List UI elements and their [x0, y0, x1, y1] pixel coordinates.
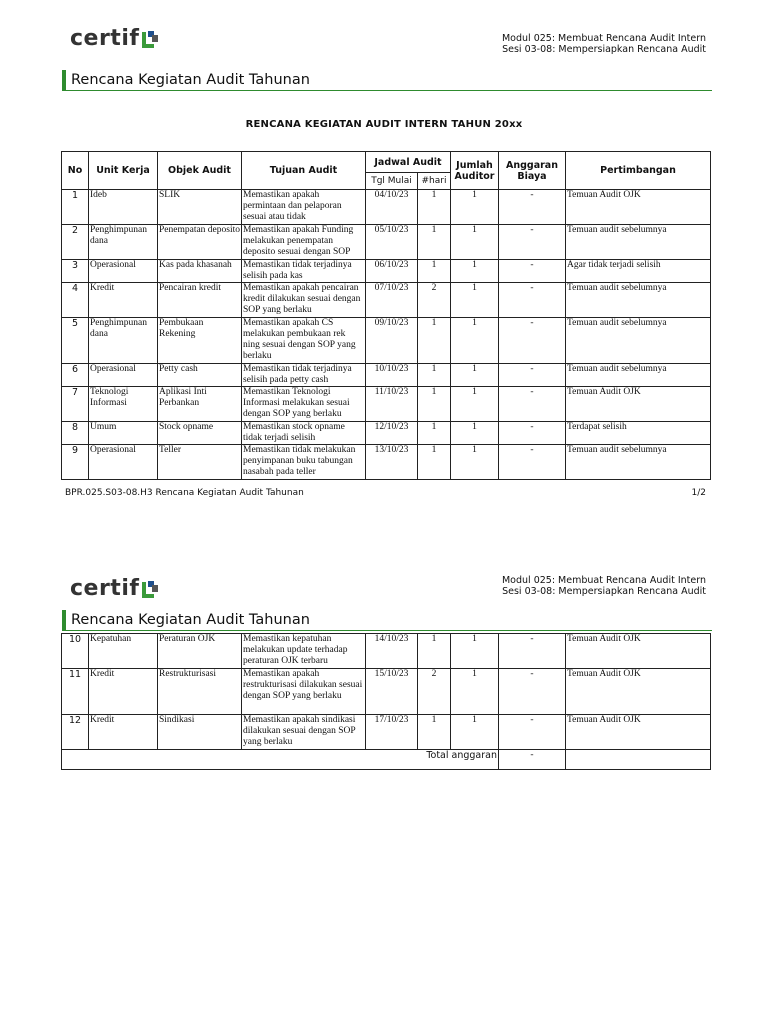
total-value: - [499, 749, 566, 769]
cell-unit: Kredit [89, 668, 158, 714]
cell-anggaran: - [499, 283, 566, 318]
cell-unit: Penghimpunan dana [89, 317, 158, 363]
cell-tgl: 10/10/23 [366, 363, 418, 386]
session-line: Sesi 03-08: Mempersiapkan Rencana Audit [502, 586, 706, 597]
col-header-pertimbangan: Pertimbangan [566, 152, 711, 190]
cell-objek: Pembukaan Rekening [158, 317, 242, 363]
cell-anggaran: - [499, 317, 566, 363]
session-line: Sesi 03-08: Mempersiapkan Rencana Audit [502, 44, 706, 55]
section-title: Rencana Kegiatan Audit Tahunan [71, 612, 310, 628]
cell-auditor: 1 [451, 387, 499, 422]
cell-unit: Kepatuhan [89, 634, 158, 669]
cell-hari: 1 [418, 445, 451, 480]
cell-anggaran: - [499, 634, 566, 669]
cell-no: 2 [62, 224, 89, 259]
cell-hari: 1 [418, 259, 451, 282]
cell-no: 7 [62, 387, 89, 422]
table-row [62, 445, 711, 480]
cell-pertimbangan: Agar tidak terjadi selisih [566, 259, 711, 282]
cell-auditor: 1 [451, 634, 499, 669]
cell-tujuan: Memastikan apakah restrukturisasi dilakukan sesuai dengan SOP yang berlaku [242, 668, 366, 714]
audit-plan-table-continued [61, 633, 711, 770]
cell-tgl: 11/10/23 [366, 387, 418, 422]
cell-tgl: 17/10/23 [366, 714, 418, 749]
cell-tujuan: Memastikan apakah CS melakukan pembukaan rek ning sesuai dengan SOP yang berlaku [242, 317, 366, 363]
col-header-hari: #hari [418, 173, 451, 190]
cell-no: 11 [62, 668, 89, 714]
cell-tgl: 06/10/23 [366, 259, 418, 282]
table-row [62, 224, 711, 259]
cell-auditor: 1 [451, 190, 499, 225]
document-heading: RENCANA KEGIATAN AUDIT INTERN TAHUN 20xx [245, 119, 523, 130]
col-header-auditor: Jumlah Auditor [451, 152, 499, 190]
cell-auditor: 1 [451, 317, 499, 363]
cell-hari: 1 [418, 634, 451, 669]
cell-objek: Restrukturisasi [158, 668, 242, 714]
cell-objek: Stock opname [158, 421, 242, 444]
logo-text: certif [70, 576, 140, 601]
col-header-tgl: Tgl Mulai [366, 173, 418, 190]
cell-pertimbangan: Temuan Audit OJK [566, 190, 711, 225]
table-row [62, 668, 711, 714]
cell-no: 9 [62, 445, 89, 480]
cell-objek: Peraturan OJK [158, 634, 242, 669]
cell-no: 12 [62, 714, 89, 749]
cell-tgl: 12/10/23 [366, 421, 418, 444]
cell-auditor: 1 [451, 421, 499, 444]
cell-objek: Kas pada khasanah [158, 259, 242, 282]
cell-tujuan: Memastikan apakah Funding melakukan penempatan deposito sesuai dengan SOP [242, 224, 366, 259]
cell-objek: Aplikasi Inti Perbankan [158, 387, 242, 422]
cell-tujuan: Memastikan apakah pencairan kredit dilakukan sesuai dengan SOP yang berlaku [242, 283, 366, 318]
cell-hari: 1 [418, 190, 451, 225]
col-header-tujuan: Tujuan Audit [242, 152, 366, 190]
cell-anggaran: - [499, 714, 566, 749]
cell-hari: 1 [418, 387, 451, 422]
col-header-unit: Unit Kerja [89, 152, 158, 190]
cell-no: 1 [62, 190, 89, 225]
cell-tujuan: Memastikan tidak melakukan penyimpanan buku tabungan nasabah pada teller [242, 445, 366, 480]
cell-pertimbangan: Temuan Audit OJK [566, 387, 711, 422]
cell-unit: Penghimpunan dana [89, 224, 158, 259]
module-header [502, 33, 706, 55]
section-title-bar [62, 610, 712, 631]
cell-auditor: 1 [451, 224, 499, 259]
cell-objek: Pencairan kredit [158, 283, 242, 318]
cell-pertimbangan: Temuan Audit OJK [566, 634, 711, 669]
table-row [62, 190, 711, 225]
table-row [62, 634, 711, 669]
cell-hari: 1 [418, 224, 451, 259]
audit-plan-table [61, 151, 711, 480]
col-header-no: No [62, 152, 89, 190]
cell-unit: Teknologi Informasi [89, 387, 158, 422]
cell-no: 6 [62, 363, 89, 386]
module-header [502, 575, 706, 597]
cell-objek: Penempatan deposito [158, 224, 242, 259]
cell-tujuan: Memastikan tidak terjadinya selisih pada kas [242, 259, 366, 282]
cell-tujuan: Memastikan kepatuhan melakukan update terhadap peraturan OJK terbaru [242, 634, 366, 669]
cell-pertimbangan: Temuan audit sebelumnya [566, 445, 711, 480]
cell-hari: 2 [418, 283, 451, 318]
total-empty-cell [566, 749, 711, 769]
cell-auditor: 1 [451, 714, 499, 749]
cell-tgl: 13/10/23 [366, 445, 418, 480]
cell-no: 8 [62, 421, 89, 444]
cell-auditor: 1 [451, 445, 499, 480]
module-line: Modul 025: Membuat Rencana Audit Intern [501, 33, 706, 44]
cell-pertimbangan: Temuan audit sebelumnya [566, 283, 711, 318]
cell-unit: Ideb [89, 190, 158, 225]
cell-no: 4 [62, 283, 89, 318]
section-title-bar [62, 70, 712, 91]
cell-objek: Sindikasi [158, 714, 242, 749]
cell-tgl: 09/10/23 [366, 317, 418, 363]
cell-tgl: 15/10/23 [366, 668, 418, 714]
table-row [62, 421, 711, 444]
cell-no: 5 [62, 317, 89, 363]
cell-anggaran: - [499, 445, 566, 480]
certif-logo [70, 26, 159, 51]
table-row [62, 714, 711, 749]
cell-tgl: 04/10/23 [366, 190, 418, 225]
cell-unit: Kredit [89, 283, 158, 318]
cell-tujuan: Memastikan stock opname tidak terjadi selisih [242, 421, 366, 444]
cell-hari: 1 [418, 421, 451, 444]
cell-anggaran: - [499, 224, 566, 259]
cell-tujuan: Memastikan apakah sindikasi dilakukan sesuai dengan SOP yang berlaku [242, 714, 366, 749]
cell-hari: 1 [418, 363, 451, 386]
cell-tujuan: Memastikan tidak terjadinya selisih pada petty cash [242, 363, 366, 386]
cell-tujuan: Memastikan Teknologi Informasi melakukan sesuai dengan SOP yang berlaku [242, 387, 366, 422]
cell-no: 3 [62, 259, 89, 282]
cell-anggaran: - [499, 259, 566, 282]
table-row [62, 363, 711, 386]
footer-page-number: 1/2 [691, 488, 706, 498]
cell-objek: Petty cash [158, 363, 242, 386]
cell-pertimbangan: Terdapat selisih [566, 421, 711, 444]
footer-doc-code: BPR.025.S03-08.H3 Rencana Kegiatan Audit Tahunan [65, 488, 304, 498]
cell-unit: Operasional [89, 445, 158, 480]
table-row [62, 387, 711, 422]
cell-hari: 1 [418, 714, 451, 749]
cell-unit: Operasional [89, 259, 158, 282]
cell-unit: Umum [89, 421, 158, 444]
table-row [62, 317, 711, 363]
cell-unit: Operasional [89, 363, 158, 386]
logo-mark-icon [142, 579, 159, 598]
cell-anggaran: - [499, 668, 566, 714]
cell-tgl: 05/10/23 [366, 224, 418, 259]
cell-anggaran: - [499, 363, 566, 386]
cell-pertimbangan: Temuan audit sebelumnya [566, 224, 711, 259]
logo-text: certif [70, 26, 140, 51]
logo-mark-icon [142, 29, 159, 48]
cell-pertimbangan: Temuan audit sebelumnya [566, 363, 711, 386]
section-title: Rencana Kegiatan Audit Tahunan [71, 72, 310, 88]
cell-tujuan: Memastikan apakah permintaan dan pelaporan sesuai atau tidak [242, 190, 366, 225]
cell-auditor: 1 [451, 363, 499, 386]
cell-hari: 1 [418, 317, 451, 363]
col-header-objek: Objek Audit [158, 152, 242, 190]
cell-no: 10 [62, 634, 89, 669]
certif-logo [70, 576, 159, 601]
table-row [62, 283, 711, 318]
cell-objek: SLIK [158, 190, 242, 225]
col-header-anggaran: Anggaran Biaya [499, 152, 566, 190]
module-line: Modul 025: Membuat Rencana Audit Intern [501, 575, 706, 586]
cell-pertimbangan: Temuan audit sebelumnya [566, 317, 711, 363]
col-header-jadwal: Jadwal Audit [366, 152, 451, 173]
table-row [62, 259, 711, 282]
cell-auditor: 1 [451, 283, 499, 318]
cell-pertimbangan: Temuan Audit OJK [566, 668, 711, 714]
cell-anggaran: - [499, 421, 566, 444]
cell-anggaran: - [499, 387, 566, 422]
cell-pertimbangan: Temuan Audit OJK [566, 714, 711, 749]
cell-auditor: 1 [451, 259, 499, 282]
cell-hari: 2 [418, 668, 451, 714]
cell-anggaran: - [499, 190, 566, 225]
cell-auditor: 1 [451, 668, 499, 714]
total-label: Total anggaran [62, 749, 499, 769]
cell-objek: Teller [158, 445, 242, 480]
cell-tgl: 14/10/23 [366, 634, 418, 669]
cell-tgl: 07/10/23 [366, 283, 418, 318]
cell-unit: Kredit [89, 714, 158, 749]
